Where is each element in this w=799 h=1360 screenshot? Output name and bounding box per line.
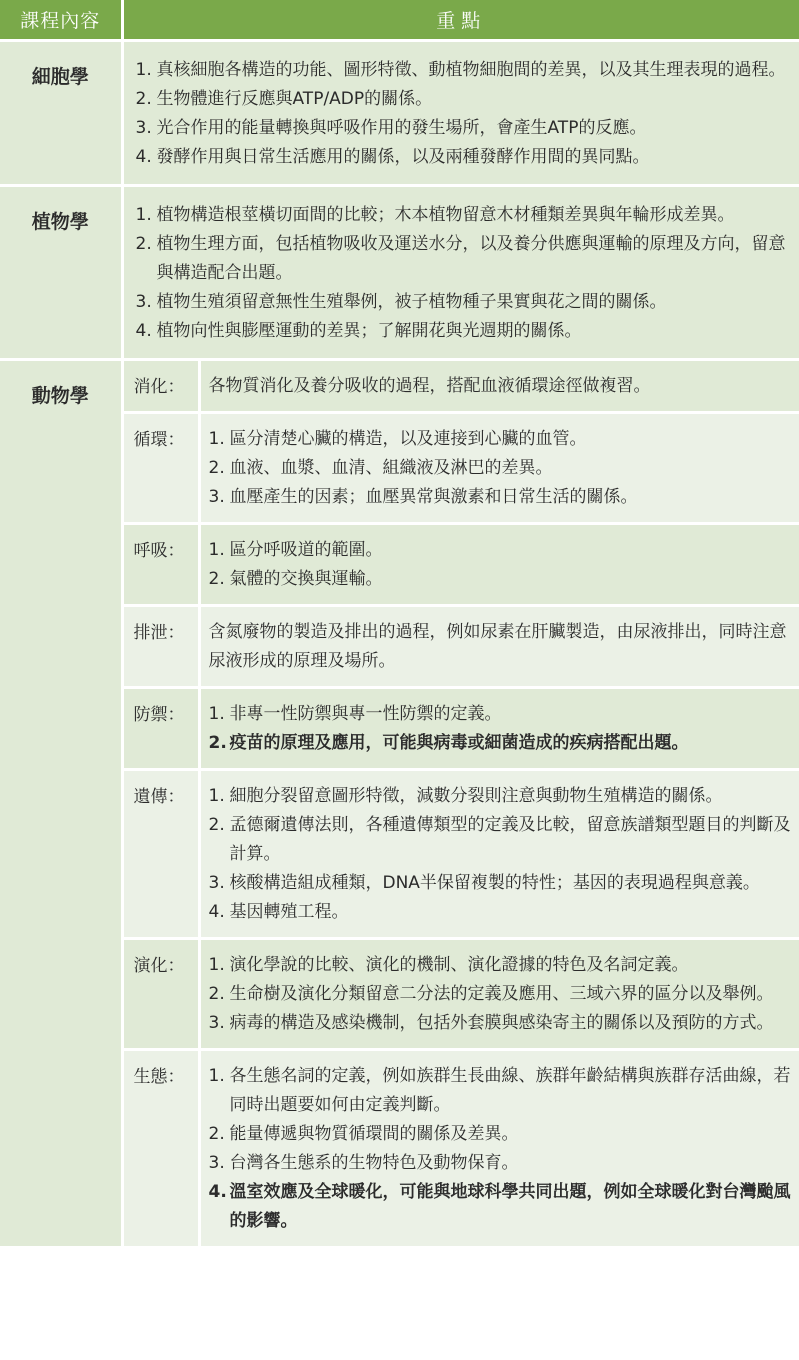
key-points-list <box>209 1062 796 1236</box>
item-number: 1. <box>208 540 225 560</box>
key-points-list <box>209 536 796 594</box>
key-points-list <box>136 56 794 172</box>
subtopic-paragraph: 含氮廢物的製造及排出的過程，例如尿素在肝臟製造，由尿液排出，同時注意尿液形成的原理及場所。 <box>208 622 787 671</box>
item-text: 非專一性防禦與專一性防禦的定義。 <box>229 704 502 724</box>
list-item <box>136 201 794 230</box>
item-number: 2. <box>208 1124 225 1144</box>
list-item <box>209 1009 796 1038</box>
item-text: 疫苗的原理及應用，可能與病毒或細菌造成的疾病搭配出題。 <box>229 733 689 753</box>
subtopic-label: 演化： <box>122 939 199 1050</box>
subtopic-paragraph: 各物質消化及養分吸收的過程，搭配血液循環途徑做複習。 <box>208 376 651 396</box>
list-item <box>209 951 796 980</box>
item-number: 2. <box>135 234 152 254</box>
list-item <box>209 782 796 811</box>
subtopic-label: 排泄： <box>122 606 199 688</box>
subtopic-content <box>199 524 799 606</box>
item-number: 2. <box>208 733 227 753</box>
item-number: 1. <box>208 955 225 975</box>
list-item <box>209 869 796 898</box>
list-item <box>209 425 796 454</box>
subtopic-label: 遺傳： <box>122 770 199 939</box>
subtopic-content <box>199 606 799 688</box>
list-item <box>209 898 796 927</box>
list-item <box>209 1062 796 1120</box>
item-text: 區分清楚心臟的構造，以及連接到心臟的血管。 <box>229 429 587 449</box>
topic-label: 植物學 <box>0 186 122 360</box>
item-text: 區分呼吸道的範圍。 <box>229 540 383 560</box>
list-item <box>209 536 796 565</box>
item-number: 2. <box>208 569 225 589</box>
header-row <box>0 0 799 41</box>
item-number: 1. <box>208 786 225 806</box>
list-item <box>209 811 796 869</box>
item-text: 植物生殖須留意無性生殖舉例，被子植物種子果實與花之間的關係。 <box>156 292 667 312</box>
topic-content <box>122 41 799 186</box>
list-item <box>209 700 796 729</box>
list-item <box>209 1120 796 1149</box>
item-text: 細胞分裂留意圖形特徵，減數分裂則注意與動物生殖構造的關係。 <box>229 786 723 806</box>
list-item <box>136 317 794 346</box>
list-item <box>209 1178 796 1236</box>
item-number: 4. <box>208 1182 227 1202</box>
topic-row <box>0 41 799 186</box>
list-item <box>136 230 794 288</box>
item-number: 4. <box>135 147 152 167</box>
item-text: 孟德爾遺傳法則，各種遺傳類型的定義及比較，留意族譜類型題目的判斷及計算。 <box>229 815 791 864</box>
item-text: 台灣各生態系的生物特色及動物保育。 <box>229 1153 519 1173</box>
subtopic-label: 呼吸： <box>122 524 199 606</box>
item-number: 1. <box>208 704 225 724</box>
item-text: 植物構造根莖橫切面間的比較；木本植物留意木材種類差異與年輪形成差異。 <box>156 205 735 225</box>
key-points-list <box>209 700 796 758</box>
item-number: 1. <box>208 429 225 449</box>
subtopic-content <box>199 939 799 1050</box>
item-number: 2. <box>135 89 152 109</box>
item-number: 1. <box>135 205 152 225</box>
item-number: 2. <box>208 458 225 478</box>
item-text: 溫室效應及全球暖化，可能與地球科學共同出題，例如全球暖化對台灣颱風的影響。 <box>229 1182 791 1231</box>
item-text: 生物體進行反應與ATP/ADP的關係。 <box>156 89 433 109</box>
topic-row <box>0 186 799 360</box>
item-text: 演化學說的比較、演化的機制、演化證據的特色及名詞定義。 <box>229 955 689 975</box>
item-number: 4. <box>135 321 152 341</box>
item-text: 各生態名詞的定義，例如族群生長曲線、族群年齡結構與族群存活曲線，若同時出題要如何由定義判斷。 <box>229 1066 791 1115</box>
header-key-points: 重點 <box>122 0 799 41</box>
list-item <box>209 980 796 1009</box>
item-text: 血液、血漿、血清、組織液及淋巴的差異。 <box>229 458 553 478</box>
list-item <box>136 114 794 143</box>
subtopic-row <box>0 360 799 413</box>
item-text: 氣體的交換與運輸。 <box>229 569 383 589</box>
item-number: 2. <box>208 815 225 835</box>
subtopic-content <box>199 770 799 939</box>
topic-content <box>122 186 799 360</box>
key-points-list <box>209 951 796 1038</box>
key-points-list <box>136 201 794 346</box>
item-text: 發酵作用與日常生活應用的關係，以及兩種發酵作用間的異同點。 <box>156 147 650 167</box>
item-text: 光合作用的能量轉換與呼吸作用的發生場所，會產生ATP的反應。 <box>156 118 647 138</box>
topic-label: 動物學 <box>0 360 122 1248</box>
list-item <box>209 454 796 483</box>
list-item <box>209 565 796 594</box>
list-item <box>209 1149 796 1178</box>
item-number: 3. <box>135 118 152 138</box>
item-number: 3. <box>208 487 225 507</box>
item-text: 真核細胞各構造的功能、圖形特徵、動植物細胞間的差異，以及其生理表現的過程。 <box>156 60 786 80</box>
list-item <box>136 85 794 114</box>
subtopic-content <box>199 1050 799 1248</box>
item-number: 2. <box>208 984 225 1004</box>
subtopic-content <box>199 413 799 524</box>
item-number: 3. <box>135 292 152 312</box>
item-text: 核酸構造組成種類，DNA半保留複製的特性；基因的表現過程與意義。 <box>229 873 760 893</box>
list-item <box>136 143 794 172</box>
header-course-content: 課程內容 <box>0 0 122 41</box>
subtopic-content <box>199 360 799 413</box>
item-text: 能量傳遞與物質循環間的關係及差異。 <box>229 1124 519 1144</box>
item-number: 1. <box>135 60 152 80</box>
item-number: 3. <box>208 873 225 893</box>
subtopic-label: 循環： <box>122 413 199 524</box>
key-points-list <box>209 425 796 512</box>
list-item <box>136 56 794 85</box>
item-text: 基因轉殖工程。 <box>229 902 349 922</box>
item-number: 1. <box>208 1066 225 1086</box>
item-text: 植物生理方面，包括植物吸收及運送水分，以及養分供應與運輸的原理及方向，留意與構造配合出題。 <box>156 234 786 283</box>
item-text: 生命樹及演化分類留意二分法的定義及應用、三域六界的區分以及舉例。 <box>229 984 774 1004</box>
item-number: 4. <box>208 902 225 922</box>
item-text: 植物向性與膨壓運動的差異；了解開花與光週期的關係。 <box>156 321 582 341</box>
subtopic-label: 防禦： <box>122 688 199 770</box>
item-number: 3. <box>208 1153 225 1173</box>
key-points-list <box>209 782 796 927</box>
list-item <box>136 288 794 317</box>
subtopic-content <box>199 688 799 770</box>
item-text: 病毒的構造及感染機制，包括外套膜與感染寄主的關係以及預防的方式。 <box>229 1013 774 1033</box>
subtopic-label: 生態： <box>122 1050 199 1248</box>
list-item <box>209 729 796 758</box>
item-text: 血壓產生的因素；血壓異常與激素和日常生活的關係。 <box>229 487 638 507</box>
list-item <box>209 483 796 512</box>
topic-label: 細胞學 <box>0 41 122 186</box>
subtopic-label: 消化： <box>122 360 199 413</box>
item-number: 3. <box>208 1013 225 1033</box>
